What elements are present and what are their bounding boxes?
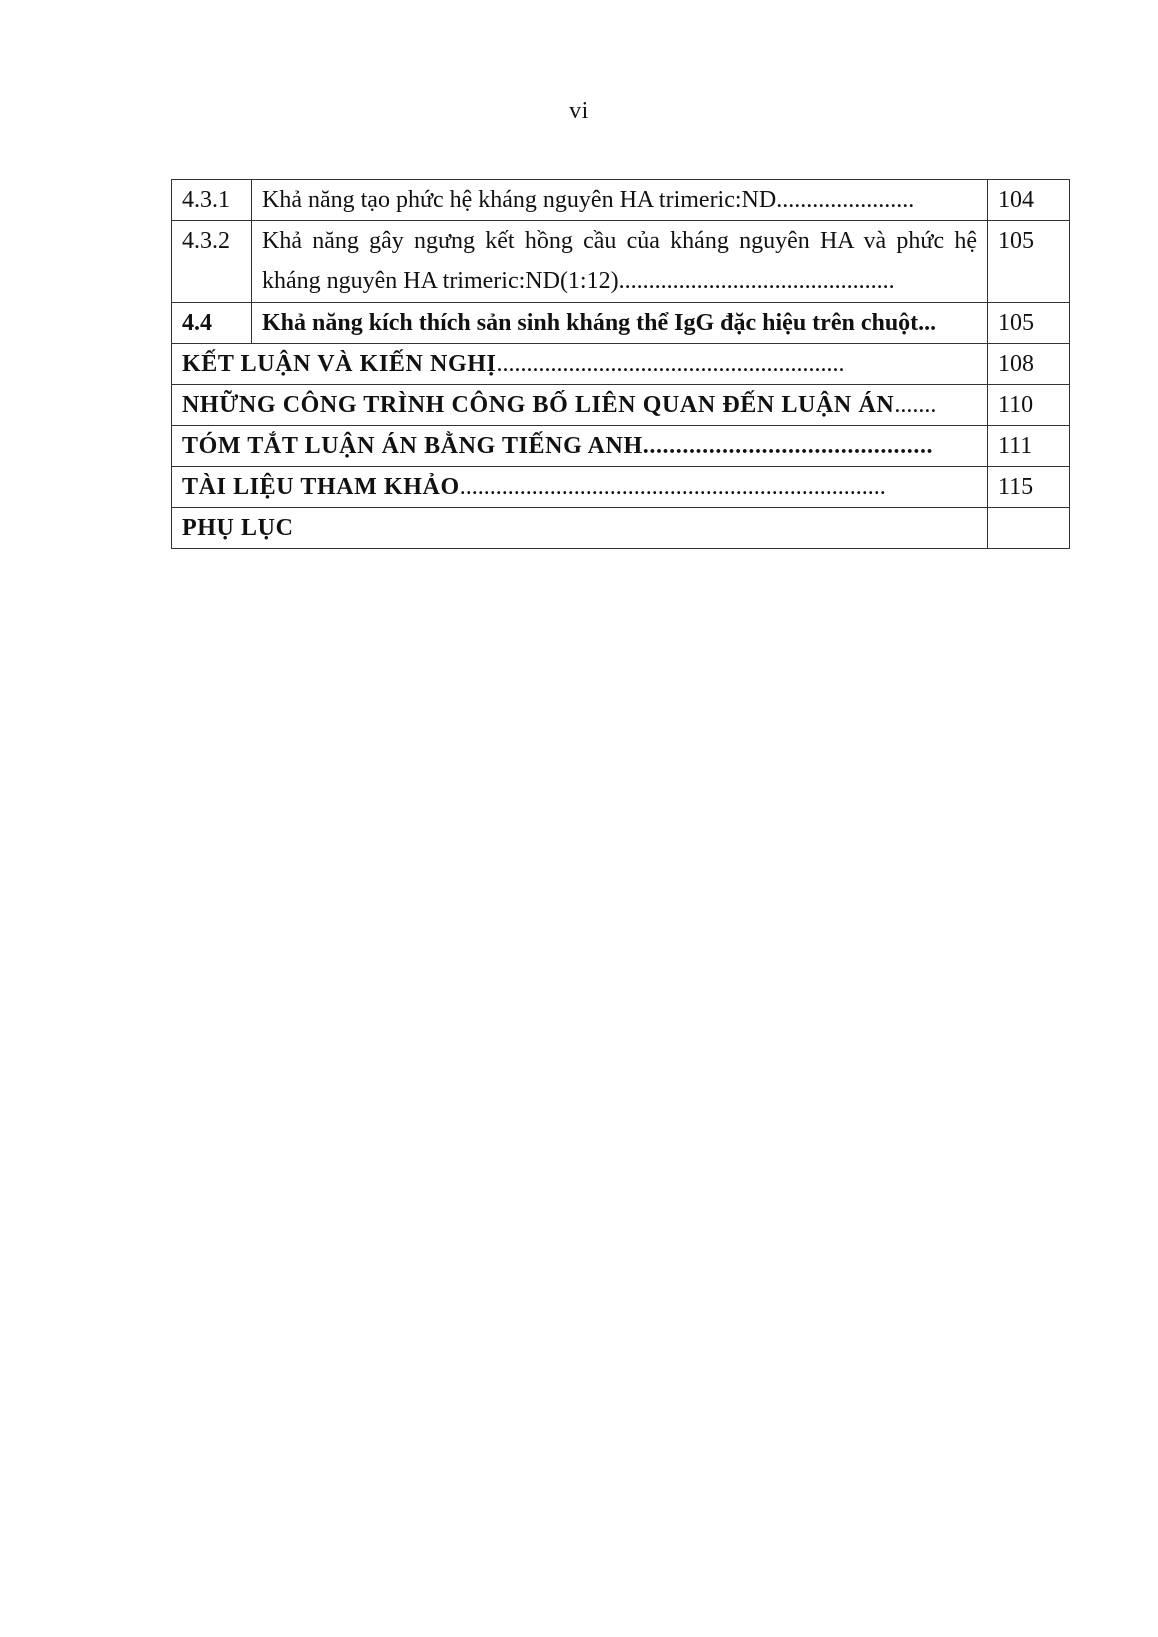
toc-section-title[interactable]	[172, 426, 988, 467]
toc-row-4-3-2	[172, 221, 1070, 303]
toc-section-page: 108	[988, 344, 1070, 385]
toc-leader-dots: ............................................	[642, 433, 934, 459]
toc-section-english-summary	[172, 426, 1070, 467]
toc-entry-number: 4.3.2	[172, 221, 252, 303]
toc-entry-title-text: Khả năng tạo phức hệ kháng nguyên HA trimeric:ND	[262, 187, 777, 213]
toc-leader-dots: ..............................................	[618, 268, 895, 294]
toc-row-4-3-1	[172, 180, 1070, 221]
toc-leader-dots: .......................................................................	[459, 474, 886, 500]
toc-entry-number: 4.3.1	[172, 180, 252, 221]
toc-section-references	[172, 467, 1070, 508]
toc-entry-title[interactable]	[252, 303, 988, 344]
toc-section-page	[988, 508, 1070, 549]
toc-section-title[interactable]	[172, 385, 988, 426]
toc-section-title[interactable]	[172, 344, 988, 385]
toc-section-page: 111	[988, 426, 1070, 467]
toc-entry-page: 105	[988, 303, 1070, 344]
toc-entry-title-text: Khả năng kích thích sản sinh kháng thể IgG đặc hiệu trên chuột	[262, 310, 919, 336]
toc-leader-dots: ..........................................................	[496, 351, 845, 377]
toc-section-title[interactable]	[172, 467, 988, 508]
toc-entry-title-line2-wrap	[262, 261, 977, 301]
toc-entry-title[interactable]	[252, 221, 988, 303]
toc-section-page: 110	[988, 385, 1070, 426]
toc-section-conclusion	[172, 344, 1070, 385]
toc-section-title[interactable]	[172, 508, 988, 549]
toc-section-title-text: NHỮNG CÔNG TRÌNH CÔNG BỐ LIÊN QUAN ĐẾN LUẬN ÁN	[182, 392, 895, 418]
toc-entry-title[interactable]	[252, 180, 988, 221]
toc-section-page: 115	[988, 467, 1070, 508]
toc-leader-dots: ...	[918, 310, 937, 336]
toc-section-title-text: PHỤ LỤC	[182, 515, 294, 541]
toc-entry-number: 4.4	[172, 303, 252, 344]
toc-section-publications	[172, 385, 1070, 426]
toc-entry-title-line2: kháng nguyên HA trimeric:ND(1:12)	[262, 268, 619, 294]
toc-section-appendix	[172, 508, 1070, 549]
toc-entry-page: 104	[988, 180, 1070, 221]
table-of-contents	[171, 179, 1070, 549]
page-number: vi	[569, 98, 589, 124]
toc-section-title-text: KẾT LUẬN VÀ KIẾN NGHỊ	[182, 351, 497, 377]
toc-section-title-text: TÀI LIỆU THAM KHẢO	[182, 474, 460, 500]
toc-entry-title-line1: Khả năng gây ngưng kết hồng cầu của kháng nguyên HA và phức hệ	[262, 228, 977, 254]
toc-leader-dots: .......................	[776, 187, 915, 213]
toc-section-title-text: TÓM TẮT LUẬN ÁN BẰNG TIẾNG ANH	[182, 433, 643, 459]
toc-row-4-4	[172, 303, 1070, 344]
toc-entry-page: 105	[988, 221, 1070, 303]
toc-leader-dots: .......	[894, 392, 937, 418]
